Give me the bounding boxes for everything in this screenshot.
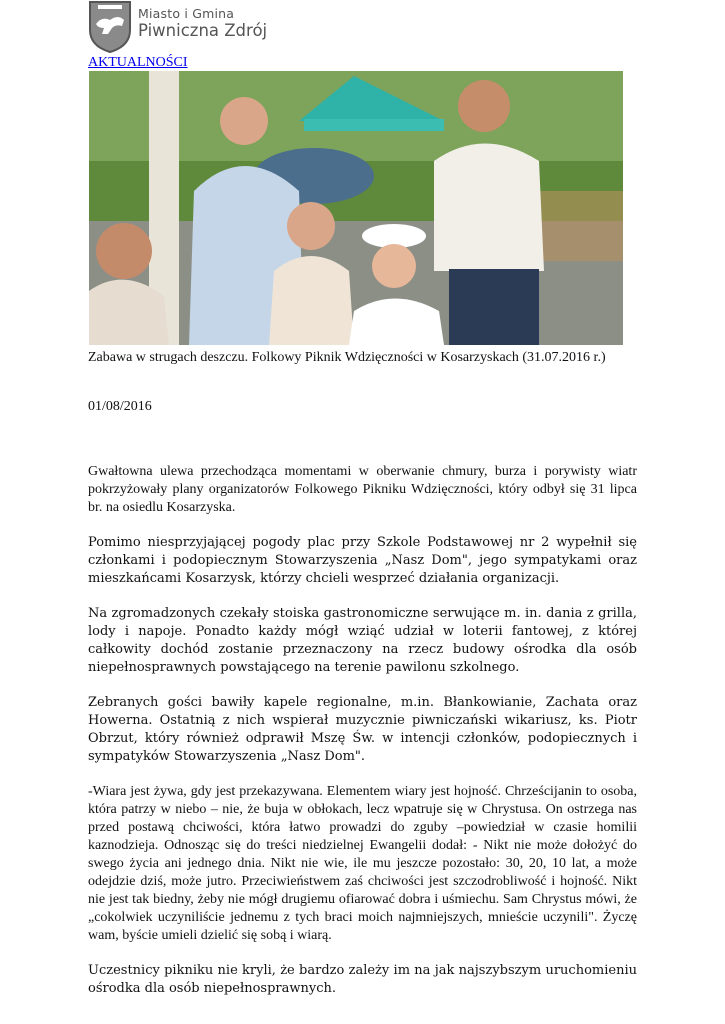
- article-photo: [89, 71, 623, 345]
- coat-of-arms-logo: [88, 0, 132, 54]
- article-body: [88, 463, 637, 1015]
- article-paragraph: -Wiara jest żywa, gdy jest przekazywana. Elementem wiary jest hojność. Chrześcijanin to osoba, która patrzy w niebo – nie, że buja w obłokach, lecz wpatruje się w Chrystusa. On ostrzega nas przed postawą chciwości, która łatwo prowadzi do zguby –powiedział w czasie homilii kaznodzieja. Odnosząc się do treści niedzielnej Ewangelii dodał: - Nikt nie może dołożyć do swego życia ani jednego dnia. Nikt nie wie, ile mu jeszcze pozostało: 30, 20, 10 lat, a może odejdzie dziś, może jutro. Przeciwieństwem zaś chciwości jest szczodrobliwość i hojność. Nikt nie jest tak biedny, żeby nie mógł drugiemu ofiarować dobra i uśmiechu. Sam Chrystus mówi, że „cokolwiek uczyniliście jednemu z tych braci moich najmniejszych, mnieście uczynili". Życzę wam, byście umieli dzielić się sobą i wiarą.: [88, 784, 637, 943]
- photo-caption: Zabawa w strugach deszczu. Folkowy Piknik Wdzięczności w Kosarzyskach (31.07.2016 r.): [88, 350, 606, 365]
- logo-text-big: Piwniczna Zdrój: [138, 21, 268, 40]
- section-link-news[interactable]: AKTUALNOŚCI: [88, 55, 188, 70]
- article-paragraph: Gwałtowna ulewa przechodząca momentami w oberwanie chmury, burza i porywisty wiatr pokrzyżowały plany organizatorów Folkowego Pikniku Wdzięczności, który odbył się 31 lipca br. na osiedlu Kosarzyska.: [88, 464, 637, 515]
- article-date: 01/08/2016: [88, 399, 152, 414]
- article-paragraph: Uczestnicy pikniku nie kryli, że bardzo zależy im na jak najszybszym uruchomieniu ośrodka dla osób niepełnosprawnych.: [88, 963, 637, 996]
- article-paragraph: Na zgromadzonych czekały stoiska gastronomiczne serwujące m. in. dania z grilla, lody i napoje. Ponadto każdy mógł wziąć udział w loterii fantowej, z której całkowity dochód zostanie przeznaczony na rzecz budowy ośrodka dla osób niepełnosprawnych powstającego na terenie pawilonu szkolnego.: [88, 606, 637, 675]
- article-paragraph: Zebranych gości bawiły kapele regionalne, m.in. Błankowianie, Zachata oraz Howerna. Ostatnią z nich wspierał muzycznie piwniczański wikariusz, ks. Piotr Obrzut, który również odprawił Mszę Św. w intencji członków, podopiecznych i sympatyków Stowarzyszenia „Nasz Dom".: [88, 695, 637, 764]
- logo-text-small: Miasto i Gmina: [138, 6, 235, 21]
- site-header: [88, 0, 388, 54]
- article-paragraph: Pomimo niesprzyjającej pogody plac przy Szkole Podstawowej nr 2 wypełnił się członkami i podopiecznym Stowarzyszenia „Nasz Dom", jego sympatykami oraz mieszkańcami Kosarzysk, którzy chcieli wesprzeć działania organizacji.: [88, 535, 637, 586]
